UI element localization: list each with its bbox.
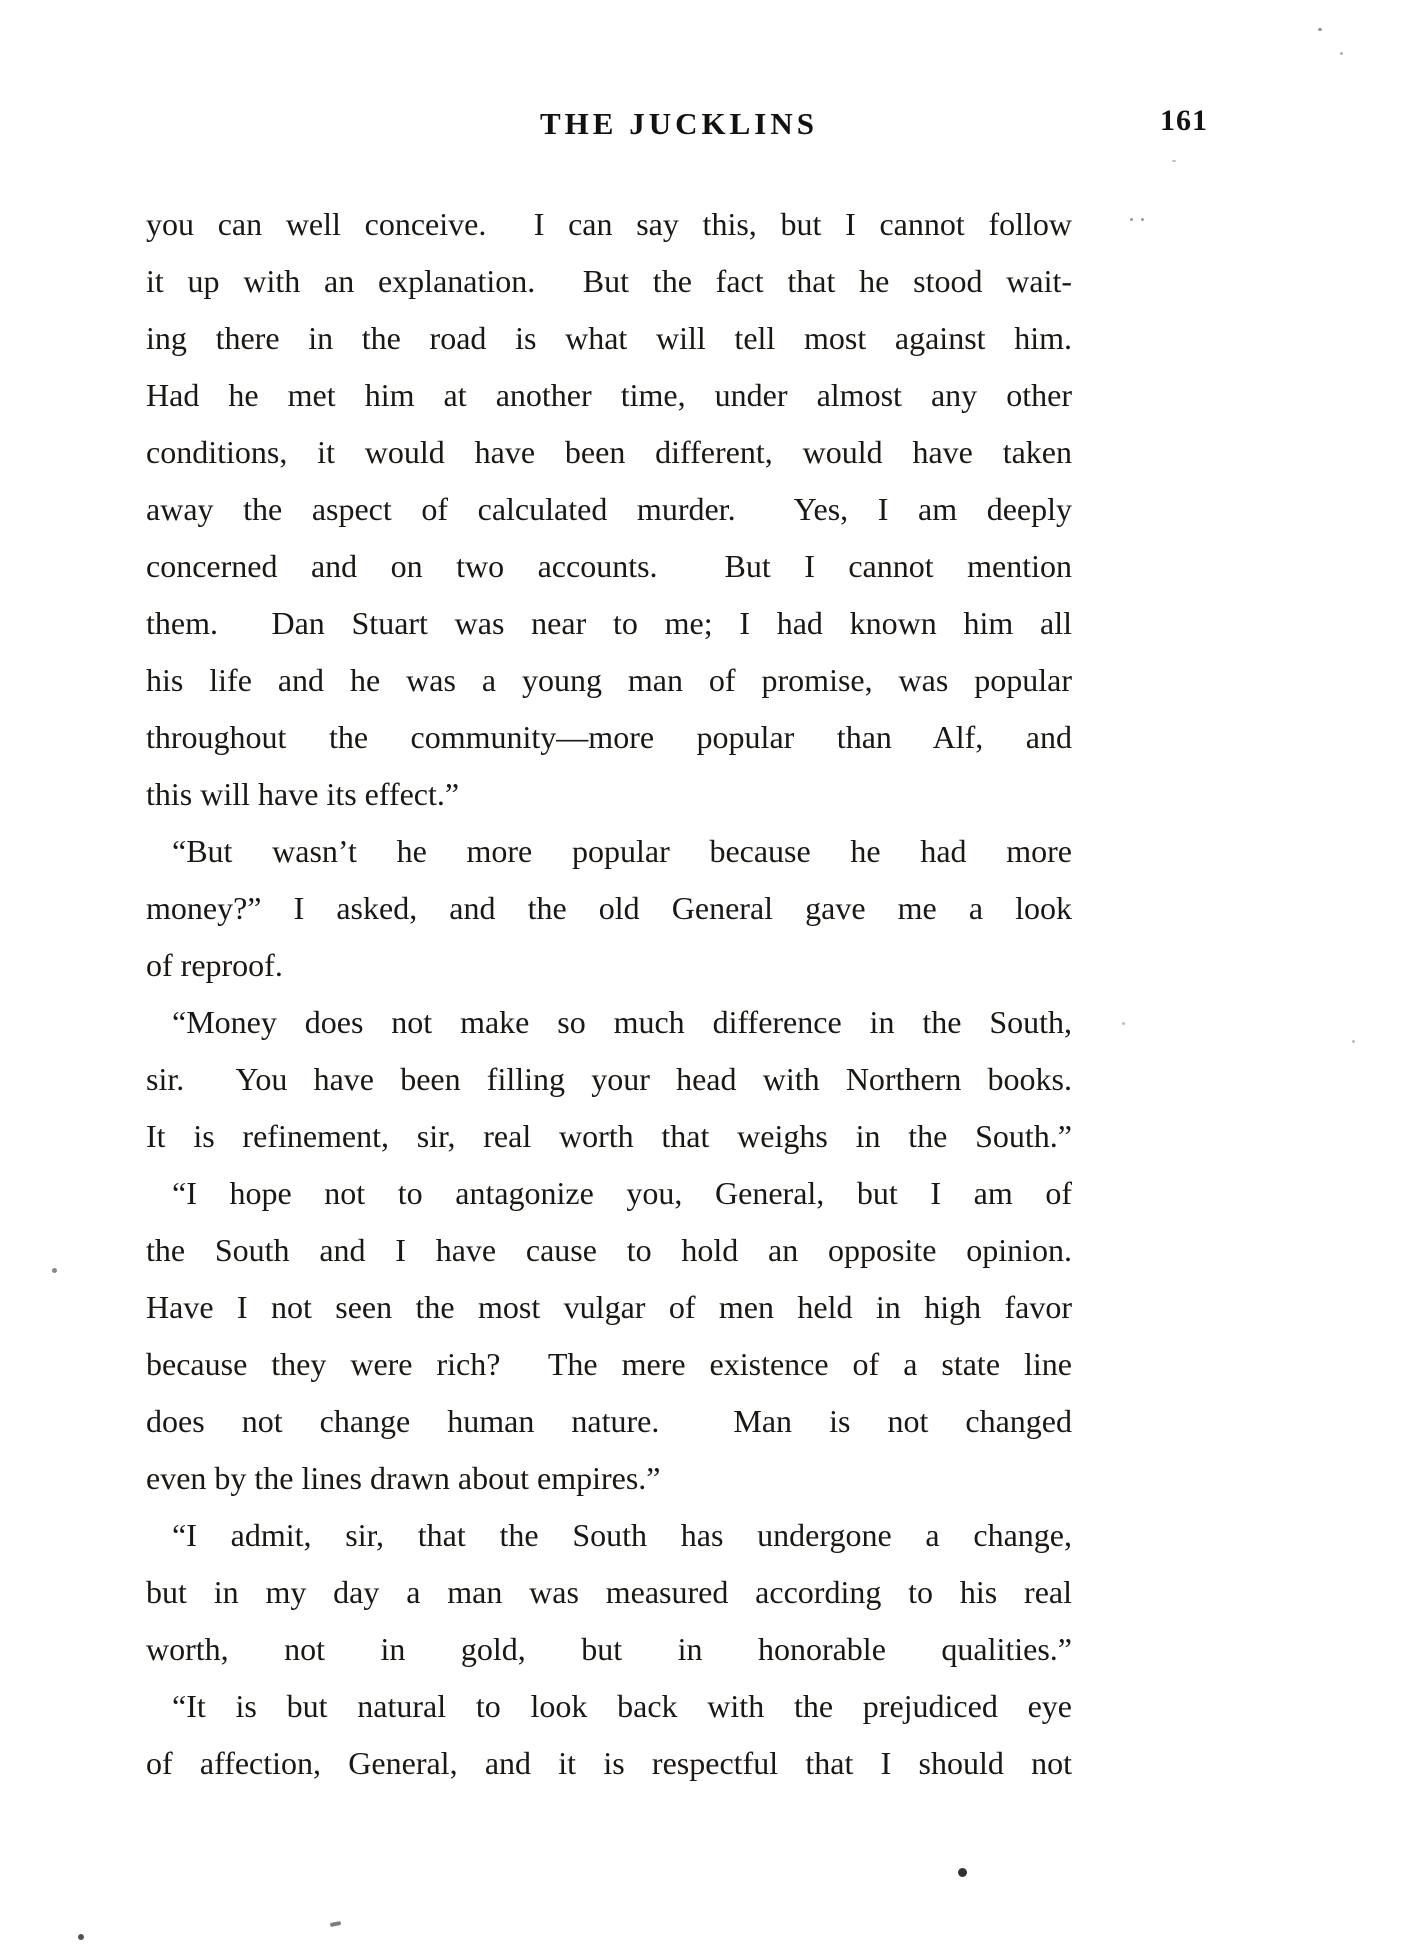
scan-speck <box>1352 1040 1355 1043</box>
text-line: throughout the community—more popular than Alf, and <box>146 719 1072 755</box>
text-line: It is refinement, sir, real worth that weighs in the South.” <box>146 1118 1072 1154</box>
scan-speck <box>1172 160 1176 162</box>
text-line: “But wasn’t he more popular because he had more <box>172 833 1072 869</box>
scan-speck <box>1130 218 1133 221</box>
text-line: you can well conceive. I can say this, but I cannot follow <box>146 206 1072 242</box>
text-line: “I hope not to antagonize you, General, but I am of <box>172 1175 1072 1211</box>
text-line: away the aspect of calculated murder. Yes, I am deeply <box>146 491 1072 527</box>
text-line: concerned and on two accounts. But I cannot mention <box>146 548 1072 584</box>
text-line: Had he met him at another time, under almost any other <box>146 377 1072 413</box>
text-line: worth, not in gold, but in honorable qualities.” <box>146 1631 1072 1667</box>
scan-speck <box>1141 218 1144 221</box>
scan-speck <box>52 1268 57 1273</box>
text-line: them. Dan Stuart was near to me; I had known him all <box>146 605 1072 641</box>
scan-speck <box>330 1921 342 1927</box>
text-line: the South and I have cause to hold an opposite opinion. <box>146 1232 1072 1268</box>
text-line: it up with an explanation. But the fact that he stood wait- <box>146 263 1072 299</box>
text-line: does not change human nature. Man is not changed <box>146 1403 1072 1439</box>
text-line: sir. You have been filling your head with Northern books. <box>146 1061 1072 1097</box>
page-number: 161 <box>1160 104 1208 137</box>
text-line: even by the lines drawn about empires.” <box>146 1460 661 1496</box>
scan-speck <box>958 1868 967 1877</box>
text-line: this will have its effect.” <box>146 776 460 812</box>
text-line: Have I not seen the most vulgar of men held in high favor <box>146 1289 1072 1325</box>
text-line: ing there in the road is what will tell most against him. <box>146 320 1072 356</box>
text-line: of reproof. <box>146 947 283 983</box>
scan-speck <box>1318 28 1322 31</box>
text-line: because they were rich? The mere existence of a state line <box>146 1346 1072 1382</box>
text-line: but in my day a man was measured according to his real <box>146 1574 1072 1610</box>
text-line: “Money does not make so much difference in the South, <box>172 1004 1072 1040</box>
running-title: THE JUCKLINS <box>540 106 818 141</box>
text-line: his life and he was a young man of promise, was popular <box>146 662 1072 698</box>
scan-speck <box>1122 1022 1125 1025</box>
text-block <box>146 196 1072 1792</box>
text-line: of affection, General, and it is respectful that I should not <box>146 1745 1072 1781</box>
text-line: “It is but natural to look back with the prejudiced eye <box>172 1688 1072 1724</box>
text-line: money?” I asked, and the old General gave me a look <box>146 890 1072 926</box>
scan-speck <box>1340 52 1343 55</box>
text-line: conditions, it would have been different, would have taken <box>146 434 1072 470</box>
scan-speck <box>78 1934 84 1940</box>
text-line: “I admit, sir, that the South has undergone a change, <box>172 1517 1072 1553</box>
